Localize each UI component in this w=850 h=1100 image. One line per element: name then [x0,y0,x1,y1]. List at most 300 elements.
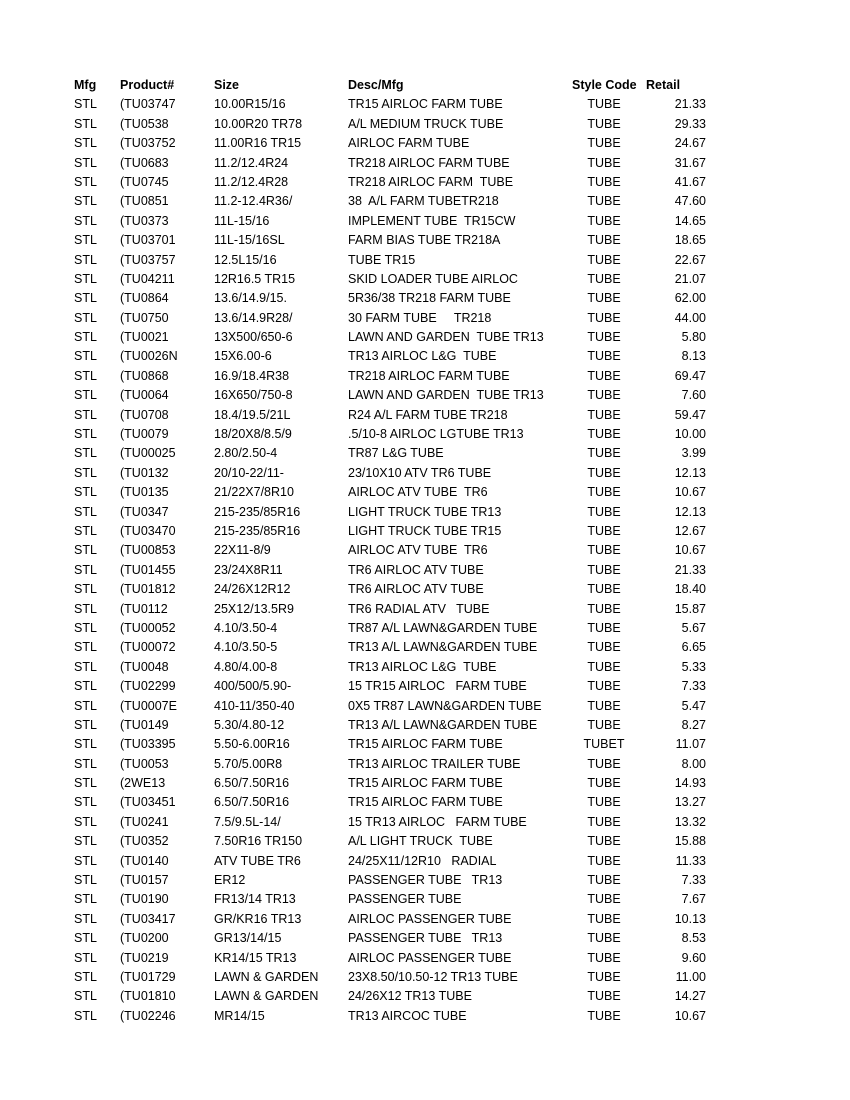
cell-desc: TR6 AIRLOC ATV TUBE [348,582,484,597]
table-row [0,154,850,173]
cell-style-code: TUBE [587,194,621,209]
cell-retail: 8.13 [681,349,706,364]
cell-retail: 69.47 [674,368,706,383]
cell-mfg: STL [74,640,97,655]
table-body [0,95,850,1026]
cell-size: 4.10/3.50-4 [214,620,278,635]
cell-style-code: TUBE [587,97,621,112]
cell-desc: 0X5 TR87 LAWN&GARDEN TUBE [348,698,542,713]
cell-desc: PASSENGER TUBE TR13 [348,931,503,946]
cell-style-code: TUBE [587,465,621,480]
cell-desc: AIRLOC PASSENGER TUBE [348,911,512,926]
table-row [0,192,850,211]
cell-retail: 6.65 [681,640,706,655]
cell-desc: 15 TR15 AIRLOC FARM TUBE [348,679,527,694]
cell-style-code: TUBET [583,737,625,752]
cell-mfg: STL [74,950,97,965]
cell-style-code: TUBE [587,620,621,635]
cell-product: (TU0064 [120,388,169,403]
cell-product: (TU0140 [120,853,169,868]
cell-retail: 31.67 [674,155,706,170]
table-row [0,425,850,444]
cell-desc: TR218 AIRLOC FARM TUBE [348,174,514,189]
column-header-row [0,76,850,95]
cell-mfg: STL [74,620,97,635]
table-row [0,793,850,812]
cell-mfg: STL [74,310,97,325]
cell-retail: 11.00 [675,969,706,984]
cell-mfg: STL [74,291,97,306]
cell-retail: 7.33 [681,873,706,888]
table-row [0,503,850,522]
cell-mfg: STL [74,252,97,267]
cell-retail: 10.67 [674,1008,706,1023]
cell-size: 11L-15/16SL [214,233,285,248]
cell-desc: TR13 A/L LAWN&GARDEN TUBE [348,717,538,732]
cell-desc: TR15 AIRLOC FARM TUBE [348,776,503,791]
cell-size: 7.5/9.5L-14/ [214,814,281,829]
table-row [0,134,850,153]
cell-product: (TU0048 [120,659,169,674]
cell-size: LAWN & GARDEN [214,989,319,1004]
cell-mfg: STL [74,853,97,868]
cell-desc: LAWN AND GARDEN TUBE TR13 [348,388,544,403]
cell-style-code: TUBE [587,116,621,131]
cell-product: (TU0708 [120,407,169,422]
table-row [0,968,850,987]
cell-size: ATV TUBE TR6 [214,853,301,868]
cell-retail: 24.67 [674,136,706,151]
table-row [0,561,850,580]
cell-desc: TR87 L&G TUBE [348,446,444,461]
cell-retail: 10.67 [674,543,706,558]
cell-retail: 8.53 [681,931,706,946]
cell-size: 11.2-12.4R36/ [214,194,293,209]
cell-size: FR13/14 TR13 [214,892,296,907]
cell-mfg: STL [74,446,97,461]
cell-desc: TR15 AIRLOC FARM TUBE [348,97,503,112]
cell-product: (TU01810 [120,989,176,1004]
cell-size: GR13/14/15 [214,931,282,946]
cell-product: (TU0021 [120,330,169,345]
table-row [0,910,850,929]
cell-desc: TR13 AIRCOC TUBE [348,1008,467,1023]
cell-mfg: STL [74,194,97,209]
cell-product: (TU0745 [120,174,169,189]
cell-size: 23/24X8R11 [214,562,283,577]
cell-desc: 23/10X10 ATV TR6 TUBE [348,465,492,480]
table-row [0,541,850,560]
cell-retail: 5.67 [681,620,706,635]
cell-desc: TR13 A/L LAWN&GARDEN TUBE [348,640,538,655]
cell-product: (TU00072 [120,640,176,655]
cell-size: 2.80/2.50-4 [214,446,278,461]
cell-mfg: STL [74,485,97,500]
table-row [0,658,850,677]
table-row [0,406,850,425]
cell-size: 22X11-8/9 [214,543,271,558]
cell-product: (TU03470 [120,523,176,538]
cell-product: (TU03417 [120,911,176,926]
cell-style-code: TUBE [587,233,621,248]
cell-retail: 5.33 [681,659,706,674]
table-row [0,1007,850,1026]
cell-mfg: STL [74,174,97,189]
cell-desc: LAWN AND GARDEN TUBE TR13 [348,330,544,345]
cell-size: 7.50R16 TR150 [214,834,303,849]
cell-desc: 24/25X11/12R10 RADIAL [348,853,497,868]
cell-product: (TU01812 [120,582,176,597]
cell-size: 10.00R20 TR78 [214,116,303,131]
cell-style-code: TUBE [587,213,621,228]
cell-product: (TU02246 [120,1008,176,1023]
cell-mfg: STL [74,116,97,131]
cell-product: (TU0373 [120,213,169,228]
cell-size: 10.00R15/16 [214,97,286,112]
cell-retail: 18.40 [674,582,706,597]
cell-retail: 14.93 [674,776,706,791]
cell-product: (2WE13 [120,776,166,791]
table-row [0,852,850,871]
table-row [0,367,850,386]
cell-desc: .5/10-8 AIRLOC LGTUBE TR13 [348,427,524,442]
table-row [0,619,850,638]
table-row [0,309,850,328]
table-row [0,289,850,308]
table-row [0,774,850,793]
cell-size: 11L-15/16 [214,213,270,228]
cell-style-code: TUBE [587,271,621,286]
cell-size: MR14/15 [214,1008,265,1023]
cell-mfg: STL [74,989,97,1004]
cell-size: 215-235/85R16 [214,504,301,519]
table-row [0,212,850,231]
price-list-sheet [0,76,850,1026]
cell-style-code: TUBE [587,679,621,694]
cell-retail: 5.47 [681,698,706,713]
cell-product: (TU03451 [120,795,176,810]
cell-style-code: TUBE [587,388,621,403]
cell-product: (TU0683 [120,155,169,170]
cell-mfg: STL [74,349,97,364]
cell-product: (TU03757 [120,252,176,267]
cell-desc: R24 A/L FARM TUBE TR218 [348,407,508,422]
cell-size: 5.70/5.00R8 [214,756,283,771]
cell-retail: 22.67 [674,252,706,267]
table-row [0,755,850,774]
cell-mfg: STL [74,465,97,480]
cell-size: 6.50/7.50R16 [214,795,290,810]
cell-retail: 21.33 [674,97,706,112]
cell-mfg: STL [74,407,97,422]
cell-desc: A/L MEDIUM TRUCK TUBE [348,116,504,131]
cell-retail: 8.00 [681,756,706,771]
cell-mfg: STL [74,155,97,170]
header-style-code: Style Code [572,78,637,92]
table-row [0,522,850,541]
table-row [0,580,850,599]
cell-style-code: TUBE [587,310,621,325]
table-row [0,115,850,134]
cell-mfg: STL [74,795,97,810]
cell-desc: 5R36/38 TR218 FARM TUBE [348,291,511,306]
cell-product: (TU03701 [120,233,176,248]
table-row [0,677,850,696]
table-row [0,347,850,366]
cell-style-code: TUBE [587,504,621,519]
table-row [0,813,850,832]
cell-product: (TU0190 [120,892,169,907]
cell-mfg: STL [74,776,97,791]
cell-desc: TR15 AIRLOC FARM TUBE [348,737,503,752]
header-retail: Retail [646,78,681,92]
cell-mfg: STL [74,582,97,597]
cell-size: 410-11/350-40 [214,698,295,713]
cell-mfg: STL [74,427,97,442]
cell-desc: TR87 A/L LAWN&GARDEN TUBE [348,620,538,635]
cell-retail: 41.67 [674,174,706,189]
cell-style-code: TUBE [587,523,621,538]
cell-retail: 7.67 [681,892,706,907]
cell-retail: 47.60 [674,194,706,209]
cell-style-code: TUBE [587,446,621,461]
cell-style-code: TUBE [587,407,621,422]
cell-desc: TUBE TR15 [348,252,416,267]
table-row [0,173,850,192]
cell-product: (TU0149 [120,717,169,732]
cell-size: 11.2/12.4R24 [214,155,289,170]
cell-style-code: TUBE [587,601,621,616]
table-row [0,697,850,716]
table-row [0,638,850,657]
cell-mfg: STL [74,873,97,888]
cell-retail: 10.13 [674,911,706,926]
cell-retail: 10.00 [674,427,706,442]
cell-desc: TR15 AIRLOC FARM TUBE [348,795,503,810]
cell-product: (TU0135 [120,485,169,500]
cell-mfg: STL [74,213,97,228]
cell-mfg: STL [74,271,97,286]
cell-retail: 7.60 [681,388,706,403]
cell-size: 24/26X12R12 [214,582,291,597]
cell-retail: 14.27 [674,989,706,1004]
cell-product: (TU00853 [120,543,176,558]
cell-product: (TU0200 [120,931,169,946]
table-row [0,464,850,483]
table-row [0,871,850,890]
cell-retail: 21.33 [674,562,706,577]
table-row [0,987,850,1006]
cell-desc: SKID LOADER TUBE AIRLOC [348,271,518,286]
cell-style-code: TUBE [587,911,621,926]
table-row [0,735,850,754]
cell-desc: TR218 AIRLOC FARM TUBE [348,368,510,383]
cell-desc: AIRLOC FARM TUBE [348,136,470,151]
cell-desc: LIGHT TRUCK TUBE TR15 [348,523,502,538]
cell-mfg: STL [74,330,97,345]
table-row [0,231,850,250]
cell-retail: 8.27 [681,717,706,732]
cell-mfg: STL [74,969,97,984]
cell-size: 13.6/14.9R28/ [214,310,293,325]
cell-product: (TU00025 [120,446,176,461]
table-row [0,890,850,909]
cell-product: (TU01729 [120,969,176,984]
cell-retail: 10.67 [674,485,706,500]
cell-mfg: STL [74,388,97,403]
cell-retail: 62.00 [674,291,706,306]
cell-desc: FARM BIAS TUBE TR218A [348,233,501,248]
cell-size: 4.10/3.50-5 [214,640,278,655]
table-row [0,832,850,851]
table-row [0,328,850,347]
table-row [0,386,850,405]
cell-product: (TU0053 [120,756,169,771]
cell-product: (TU0007E [120,698,177,713]
cell-size: LAWN & GARDEN [214,969,319,984]
cell-mfg: STL [74,504,97,519]
cell-size: 5.50-6.00R16 [214,737,290,752]
cell-retail: 9.60 [681,950,706,965]
cell-size: 13.6/14.9/15. [214,291,287,306]
cell-size: 21/22X7/8R10 [214,485,294,500]
table-row [0,95,850,114]
cell-product: (TU00052 [120,620,176,635]
cell-retail: 13.27 [674,795,706,810]
cell-style-code: TUBE [587,989,621,1004]
cell-product: (TU02299 [120,679,176,694]
cell-size: 11.2/12.4R28 [214,174,289,189]
cell-style-code: TUBE [587,349,621,364]
cell-size: 6.50/7.50R16 [214,776,290,791]
cell-desc: TR13 AIRLOC L&G TUBE [348,349,497,364]
cell-style-code: TUBE [587,155,621,170]
cell-retail: 21.07 [674,271,706,286]
table-row [0,716,850,735]
cell-size: 12.5L15/16 [214,252,277,267]
cell-retail: 7.33 [681,679,706,694]
cell-size: 16X650/750-8 [214,388,293,403]
cell-product: (TU0157 [120,873,169,888]
cell-style-code: TUBE [587,485,621,500]
cell-mfg: STL [74,698,97,713]
cell-style-code: TUBE [587,582,621,597]
cell-desc: PASSENGER TUBE TR13 [348,873,503,888]
cell-style-code: TUBE [587,543,621,558]
cell-mfg: STL [74,523,97,538]
cell-style-code: TUBE [587,562,621,577]
cell-desc: TR6 RADIAL ATV TUBE [348,601,490,616]
cell-size: 25X12/13.5R9 [214,601,294,616]
cell-mfg: STL [74,814,97,829]
cell-desc: IMPLEMENT TUBE TR15CW [348,213,516,228]
cell-retail: 13.32 [674,814,706,829]
cell-size: 215-235/85R16 [214,523,301,538]
cell-style-code: TUBE [587,717,621,732]
cell-desc: A/L LIGHT TRUCK TUBE [348,834,493,849]
cell-product: (TU0868 [120,368,169,383]
cell-retail: 14.65 [674,213,706,228]
cell-product: (TU0347 [120,504,169,519]
cell-desc: 23X8.50/10.50-12 TR13 TUBE [348,969,518,984]
cell-product: (TU03752 [120,136,176,151]
cell-style-code: TUBE [587,252,621,267]
cell-product: (TU0219 [120,950,169,965]
cell-style-code: TUBE [587,640,621,655]
cell-style-code: TUBE [587,834,621,849]
cell-mfg: STL [74,368,97,383]
header-product: Product# [120,78,175,92]
cell-style-code: TUBE [587,950,621,965]
cell-product: (TU0851 [120,194,169,209]
cell-desc: 15 TR13 AIRLOC FARM TUBE [348,814,527,829]
cell-style-code: TUBE [587,931,621,946]
cell-retail: 12.13 [674,504,706,519]
cell-mfg: STL [74,97,97,112]
cell-style-code: TUBE [587,853,621,868]
cell-desc: LIGHT TRUCK TUBE TR13 [348,504,502,519]
cell-style-code: TUBE [587,1008,621,1023]
cell-desc: TR218 AIRLOC FARM TUBE [348,155,510,170]
cell-product: (TU0352 [120,834,169,849]
cell-desc: 24/26X12 TR13 TUBE [348,989,472,1004]
cell-desc: AIRLOC ATV TUBE TR6 [348,485,488,500]
cell-product: (TU0079 [120,427,169,442]
table-row [0,270,850,289]
cell-mfg: STL [74,659,97,674]
cell-retail: 11.07 [675,737,706,752]
cell-retail: 11.33 [675,853,706,868]
cell-size: 400/500/5.90- [214,679,292,694]
cell-mfg: STL [74,562,97,577]
cell-mfg: STL [74,136,97,151]
cell-retail: 29.33 [674,116,706,131]
table-row [0,251,850,270]
table-row [0,949,850,968]
cell-style-code: TUBE [587,330,621,345]
cell-product: (TU0026N [120,349,178,364]
cell-style-code: TUBE [587,174,621,189]
cell-product: (TU04211 [120,271,175,286]
cell-retail: 15.87 [674,601,706,616]
cell-size: ER12 [214,873,246,888]
cell-retail: 18.65 [674,233,706,248]
table-row [0,444,850,463]
cell-size: 16.9/18.4R38 [214,368,290,383]
cell-retail: 59.47 [674,407,706,422]
cell-desc: TR6 AIRLOC ATV TUBE [348,562,484,577]
header-size: Size [214,78,240,92]
cell-product: (TU03395 [120,737,176,752]
cell-product: (TU0112 [120,601,168,616]
cell-mfg: STL [74,543,97,558]
cell-retail: 12.13 [674,465,706,480]
cell-mfg: STL [74,756,97,771]
cell-size: 12R16.5 TR15 [214,271,296,286]
cell-style-code: TUBE [587,136,621,151]
cell-mfg: STL [74,717,97,732]
cell-desc: 38 A/L FARM TUBETR218 [348,194,499,209]
cell-style-code: TUBE [587,427,621,442]
cell-mfg: STL [74,1008,97,1023]
cell-style-code: TUBE [587,698,621,713]
cell-style-code: TUBE [587,814,621,829]
cell-size: 18.4/19.5/21L [214,407,291,422]
cell-mfg: STL [74,834,97,849]
cell-mfg: STL [74,931,97,946]
table-row [0,600,850,619]
table-row [0,483,850,502]
